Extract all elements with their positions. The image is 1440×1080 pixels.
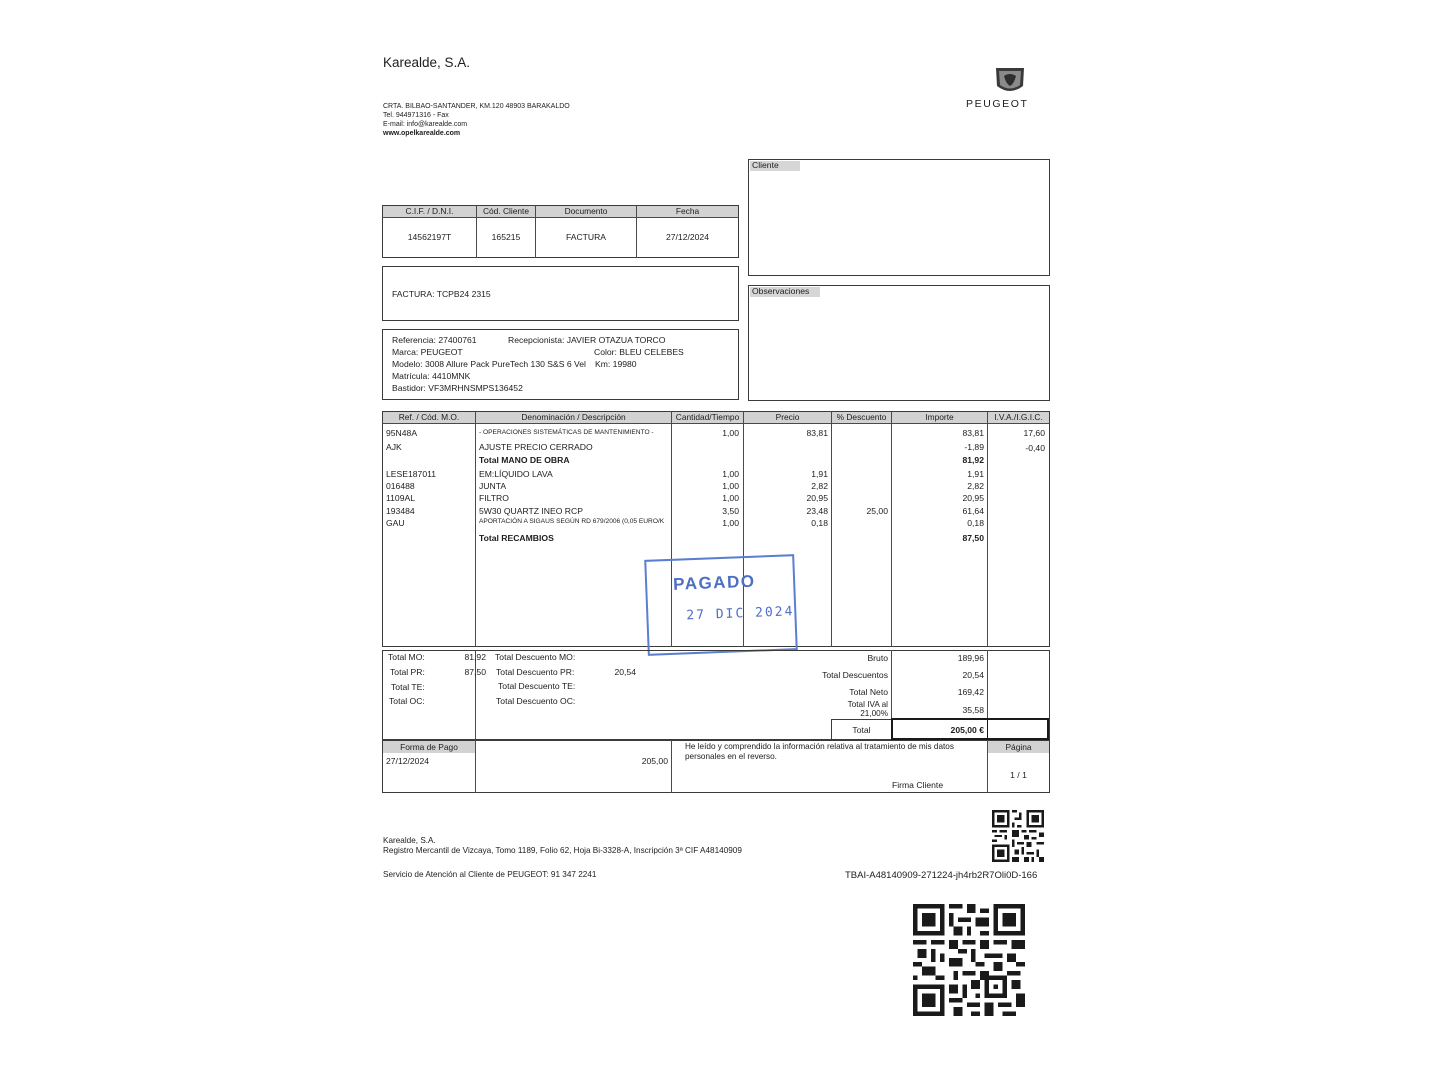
factura-ref: FACTURA: TCPB24 2315 <box>392 289 491 299</box>
desc-pr-label: Total Descuento PR: <box>496 667 575 677</box>
line-ref: GAU <box>386 518 405 528</box>
line-iva: -0,40 <box>1025 443 1045 453</box>
total-descuentos-value: 20,54 <box>962 670 984 680</box>
line-qty: 3,50 <box>722 506 739 516</box>
line-amount: 83,81 <box>962 428 984 438</box>
doc-col-cliente: Cód. Cliente <box>477 206 535 217</box>
stamp-title: PAGADO <box>672 571 756 594</box>
total-iva-value: 35,58 <box>962 705 984 715</box>
line-desc: APORTACIÓN A SIGAUS SEGÚN RD 679/2006 (0,05 EURO/K <box>479 518 665 525</box>
footer-servicio: Servicio de Atención al Cliente de PEUGEOT: 91 347 2241 <box>383 870 597 879</box>
doc-documento-value: FACTURA <box>565 232 607 242</box>
line-ref: LESE187011 <box>386 469 437 479</box>
col-ref: Ref. / Cód. M.O. <box>383 412 475 423</box>
total-mo-value: 81,92 <box>464 652 486 662</box>
doc-col-documento: Documento <box>536 206 636 217</box>
line-desc: 5W30 QUARTZ INEO RCP <box>479 506 583 516</box>
company-web: www.opelkarealde.com <box>383 130 461 137</box>
doc-cif-value: 14562197T <box>407 232 452 242</box>
line-amount: 20,95 <box>962 493 984 503</box>
line-amount: 61,64 <box>962 506 984 516</box>
total-te-label: Total TE: <box>391 682 425 692</box>
company-tel: Tel. 944971316 - Fax <box>383 112 449 119</box>
line-price: 83,81 <box>806 428 828 438</box>
vehicle-bastidor: Bastidor: VF3MRHNSMPS136452 <box>392 383 523 393</box>
observaciones-box <box>748 285 1050 401</box>
line-price: 23,48 <box>806 506 828 516</box>
vehicle-color: Color: BLEU CELEBES <box>594 347 684 357</box>
cliente-box <box>748 159 1050 276</box>
line-ref: 016488 <box>386 481 415 491</box>
line-disc: 25,00 <box>866 506 888 516</box>
col-desc: Denominación / Descripción <box>476 412 671 423</box>
tbai-code: TBAI-A48140909-271224-jh4rb2R7Oli0D-166 <box>845 870 1038 881</box>
line-amount: 81,92 <box>962 455 984 465</box>
line-amount: -1,89 <box>964 442 984 452</box>
total-pr-value: 87,50 <box>464 667 486 677</box>
line-ref: 193484 <box>386 506 415 516</box>
desc-mo-label: Total Descuento MO: <box>495 652 576 662</box>
line-qty: 1,00 <box>722 518 739 528</box>
col-amount: Importe <box>892 412 987 423</box>
privacy-text: He leído y comprendido la información relativa al tratamiento de mis datos personales en el reverso. <box>685 742 954 761</box>
observaciones-label: Observaciones <box>752 286 810 296</box>
total-descuentos-label: Total Descuentos <box>822 670 888 680</box>
pagina-value: 1 / 1 <box>1010 770 1027 780</box>
col-price: Precio <box>744 412 831 423</box>
line-desc: AJUSTE PRECIO CERRADO <box>479 442 593 452</box>
firma-cliente: Firma Cliente <box>892 780 944 790</box>
paid-stamp <box>644 554 798 656</box>
vehicle-modelo: Modelo: 3008 Allure Pack PureTech 130 S&S 6 Vel <box>392 359 586 369</box>
line-amount: 1,91 <box>967 469 984 479</box>
doc-cliente-value: 165215 <box>491 232 521 242</box>
company-name: Karealde, S.A. <box>383 55 471 70</box>
qr-code-small-icon <box>992 810 1044 862</box>
total-neto-value: 169,42 <box>957 687 984 697</box>
total-pr-label: Total PR: <box>390 667 425 677</box>
cliente-label: Cliente <box>752 160 779 170</box>
company-email: E-mail: info@karealde.com <box>383 121 468 128</box>
total-label: Total <box>852 725 871 735</box>
line-price: 2,82 <box>811 481 828 491</box>
total-value: 205,00 € <box>950 725 984 735</box>
footer-company: Karealde, S.A. <box>383 836 436 845</box>
line-amount: 2,82 <box>967 481 984 491</box>
doc-col-cif: C.I.F. / D.N.I. <box>383 206 476 217</box>
bruto-value: 189,96 <box>957 653 984 663</box>
line-desc: JUNTA <box>479 481 507 491</box>
line-ref: 1109AL <box>386 493 415 503</box>
line-price: 1,91 <box>811 469 828 479</box>
pagina-label: Página <box>988 741 1049 753</box>
line-iva: 17,60 <box>1023 428 1045 438</box>
vehicle-referencia: Referencia: 27400761 <box>392 335 477 345</box>
desc-pr-value: 20,54 <box>614 667 636 677</box>
line-ref: 95N48A <box>386 428 418 438</box>
line-ref: AJK <box>386 442 402 452</box>
payment-date: 27/12/2024 <box>386 756 430 766</box>
total-oc-label: Total OC: <box>389 696 425 706</box>
doc-fecha-value: 27/12/2024 <box>665 232 709 242</box>
line-qty: 1,00 <box>722 493 739 503</box>
payment-amount: 205,00 <box>641 756 668 766</box>
vehicle-marca: Marca: PEUGEOT <box>392 347 463 357</box>
peugeot-lion-icon <box>990 64 1030 98</box>
vehicle-recepcionista: Recepcionista: JAVIER OTAZUA TORCO <box>508 335 666 345</box>
stamp-date: 27 DIC 2024 <box>686 604 795 624</box>
line-desc: FILTRO <box>479 493 509 503</box>
line-amount: 0,18 <box>967 518 984 528</box>
col-disc: % Descuento <box>832 412 891 423</box>
qr-code-large-icon <box>913 904 1025 1016</box>
footer-registro: Registro Mercantil de Vizcaya, Tomo 1189, Folio 62, Hoja Bi-3328-A, Inscripción 3ª CIF A48140909 <box>383 846 742 855</box>
col-iva: I.V.A./I.G.I.C. <box>988 412 1049 423</box>
line-qty: 1,00 <box>722 469 739 479</box>
vehicle-km: Km: 19980 <box>595 359 637 369</box>
company-address: CRTA. BILBAO-SANTANDER, KM.120 48903 BARAKALDO <box>383 103 570 110</box>
total-neto-label: Total Neto <box>849 687 888 697</box>
col-qty: Cantidad/Tiempo <box>672 412 743 423</box>
doc-col-fecha: Fecha <box>637 206 738 217</box>
peugeot-logo <box>990 64 1030 98</box>
line-amount: 87,50 <box>962 533 984 543</box>
line-desc: EM:LÍQUIDO LAVA <box>479 469 553 479</box>
line-price: 0,18 <box>811 518 828 528</box>
desc-te-label: Total Descuento TE: <box>498 681 576 691</box>
line-price: 20,95 <box>806 493 828 503</box>
line-desc: - OPERACIONES SISTEMÁTICAS DE MANTENIMIENTO - <box>479 429 654 436</box>
line-qty: 1,00 <box>722 428 739 438</box>
line-desc: Total RECAMBIOS <box>479 533 554 543</box>
line-desc: Total MANO DE OBRA <box>479 455 570 465</box>
total-mo-label: Total MO: <box>388 652 425 662</box>
bruto-label: Bruto <box>867 653 888 663</box>
forma-pago-label: Forma de Pago <box>383 741 475 753</box>
vehicle-matricula: Matrícula: 4410MNK <box>392 371 471 381</box>
desc-oc-label: Total Descuento OC: <box>496 696 576 706</box>
brand-name: PEUGEOT <box>966 98 1029 110</box>
total-iva-label: Total IVA al 21,00% <box>847 700 888 718</box>
line-qty: 1,00 <box>722 481 739 491</box>
